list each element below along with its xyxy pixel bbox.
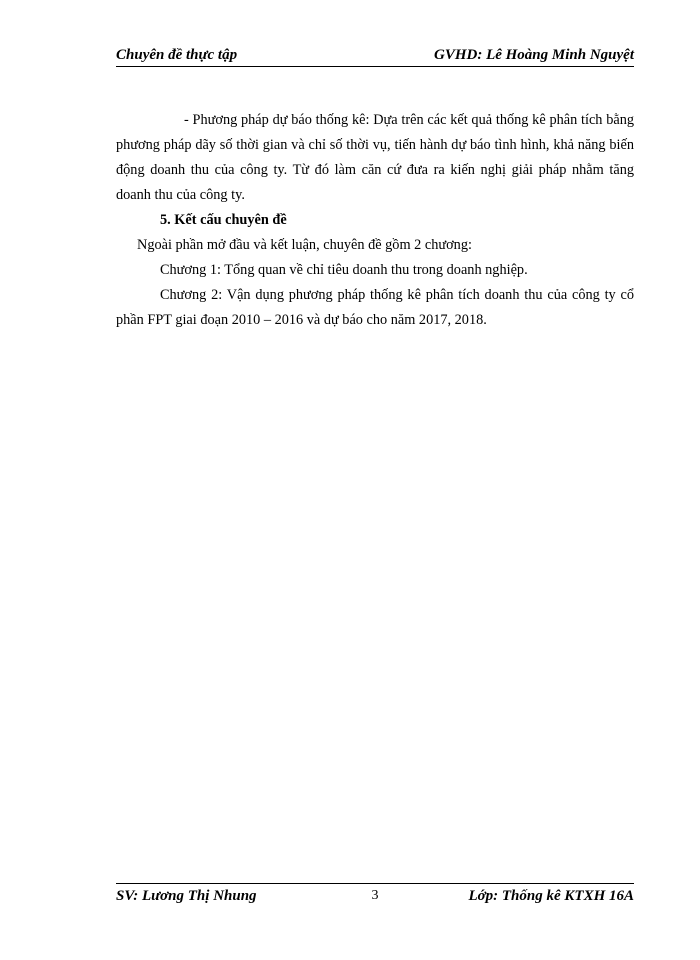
chapter-1-paragraph: Chương 1: Tổng quan về chỉ tiêu doanh thu trong doanh nghiệp. — [160, 262, 528, 278]
header-supervisor: GVHD: Lê Hoàng Minh Nguyệt — [433, 47, 634, 63]
header-document-type: Chuyên đề thực tập — [116, 47, 238, 63]
page-number: 3 — [371, 888, 379, 903]
header-divider — [116, 66, 634, 67]
footer-class: Lớp: Thống kê KTXH 16A — [468, 887, 634, 904]
section-heading-structure: 5. Kết cấu chuyên đề — [160, 212, 287, 228]
page-body — [116, 108, 634, 333]
chapter-2-paragraph: Chương 2: Vận dụng phương pháp thống kê phân tích doanh thu của công ty cổ phần FPT giai đoạn 2010 – 2016 và dự báo cho năm 2017, 2018. — [116, 287, 634, 328]
forecast-method-paragraph: - Phương pháp dự báo thống kê: Dựa trên các kết quả thống kê phân tích bằng phương pháp dãy số thời gian và chỉ số thời vụ, tiến hành dự báo tình hình, khả năng biến động doanh thu của công ty. Từ đó làm căn cứ đưa ra kiến nghị giải pháp nhằm tăng doanh thu của công ty. — [116, 112, 634, 203]
footer-student: SV: Lương Thị Nhung — [116, 887, 257, 904]
page-header — [116, 40, 634, 64]
structure-intro-paragraph: Ngoài phần mở đầu và kết luận, chuyên đề gồm 2 chương: — [137, 237, 472, 253]
page-footer — [116, 885, 634, 907]
footer-divider — [116, 883, 634, 884]
